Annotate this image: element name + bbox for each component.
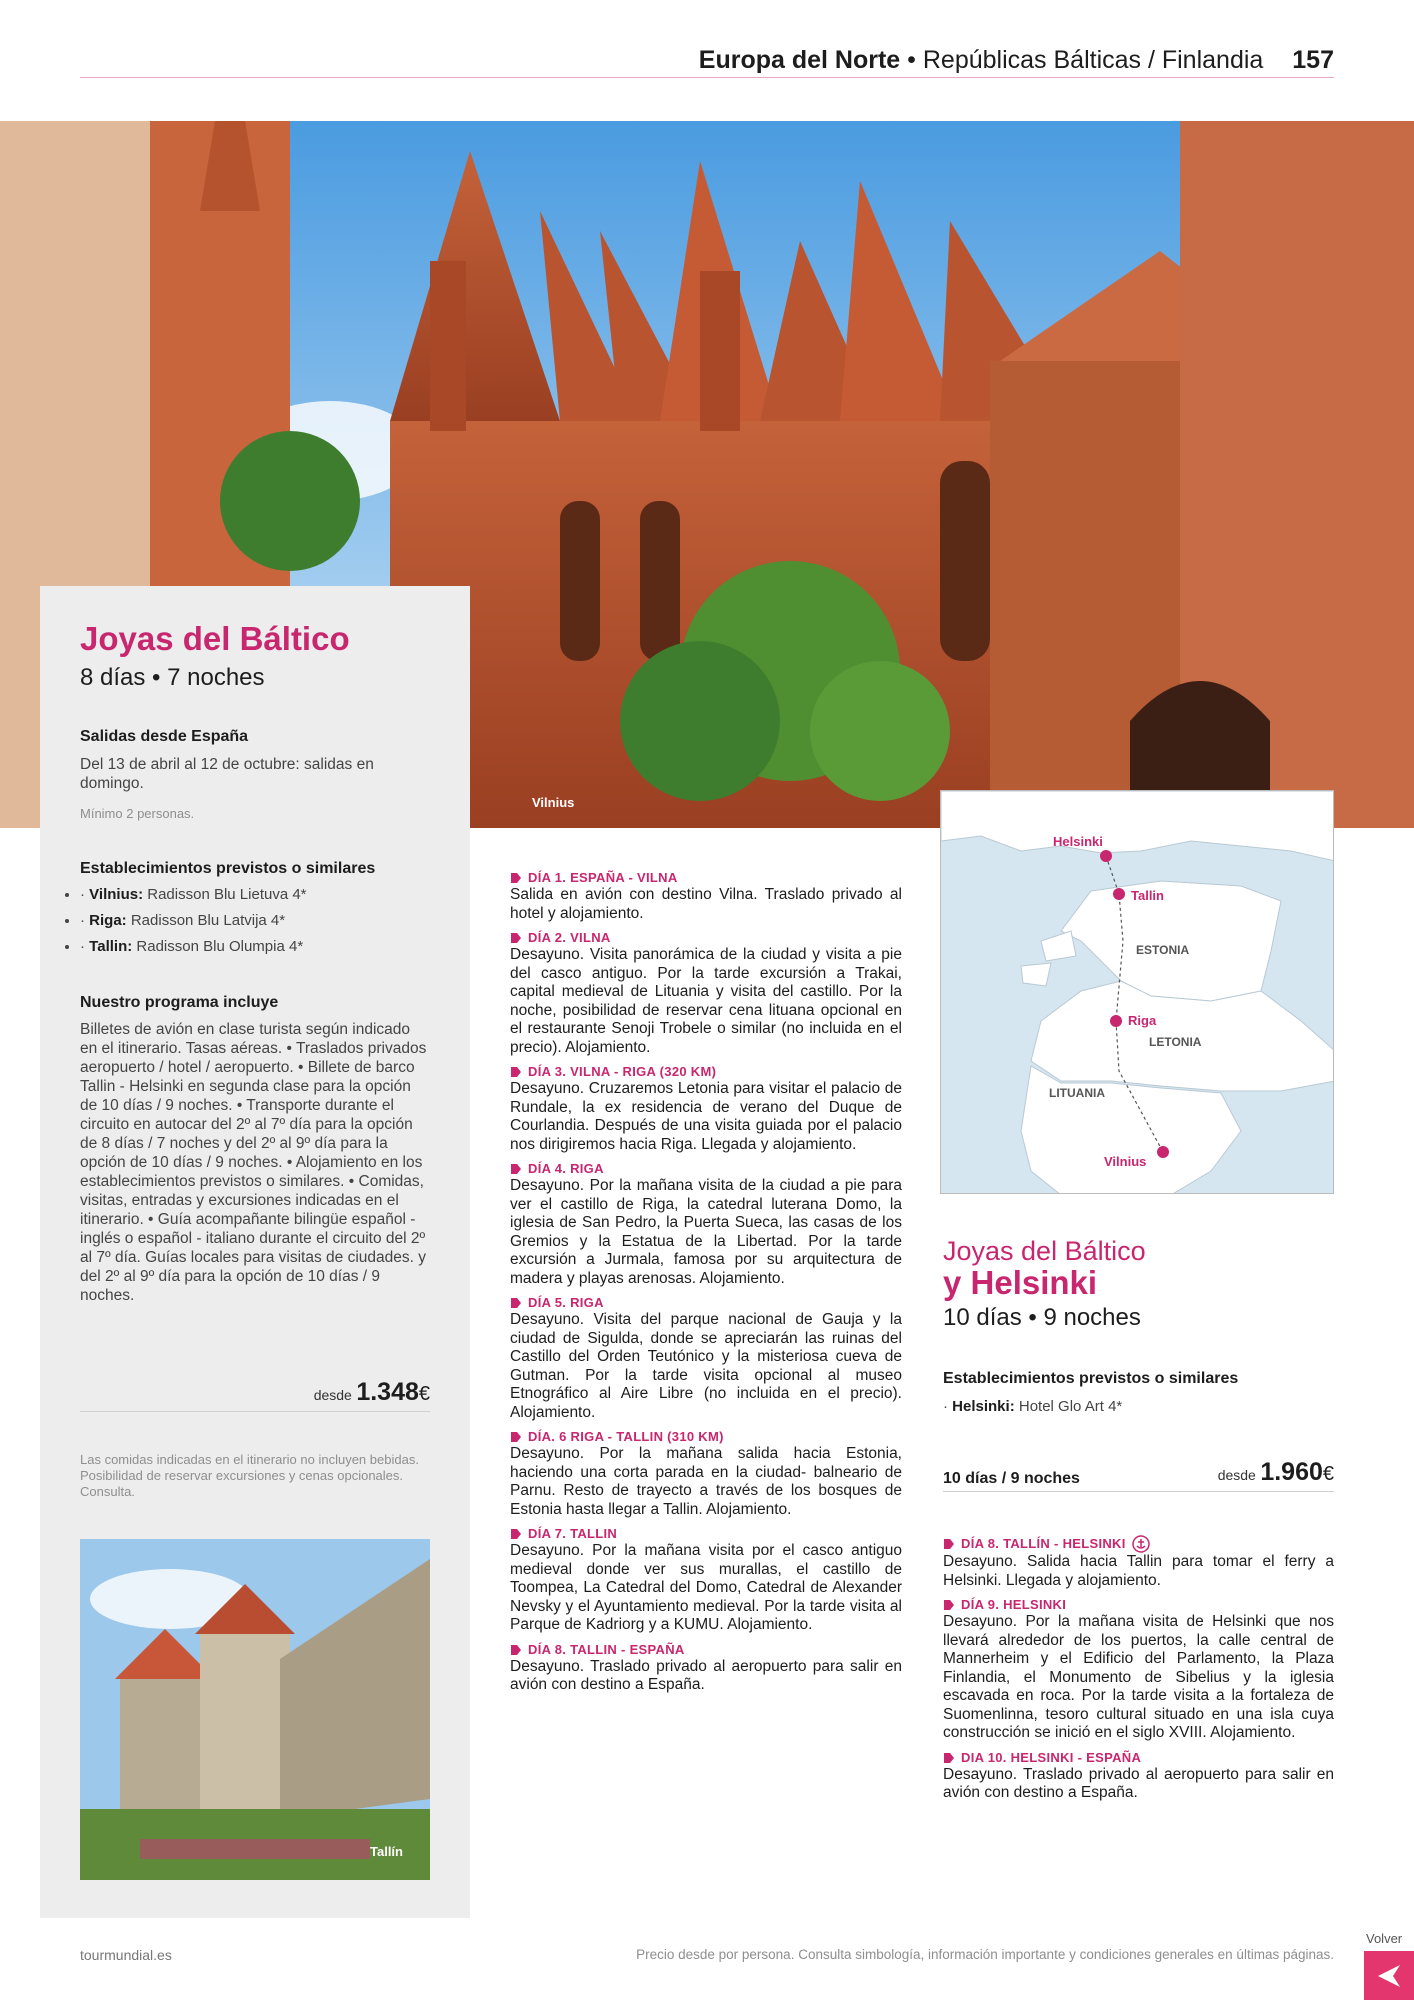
day-text: Desayuno. Cruzaremos Letonia para visitar el palacio de Rundale, la ex residencia de verano del Duque de Courlandia. Después de una visita guiada por el palacio nos dirigiremos hacia Riga. Llegada y alojamiento. <box>510 1080 902 1153</box>
min-persons: Mínimo 2 personas. <box>80 806 195 821</box>
page-header <box>699 46 1334 75</box>
website-link[interactable]: tourmundial.es <box>80 1947 172 1963</box>
itinerary-day <box>943 1535 1334 1590</box>
hotel-list <box>80 882 430 960</box>
day-text: Desayuno. Por la mañana visita por el casco antiguo medieval donde ver sus murallas, el castillo de Toompea, La Catedral del Domo, Catedral de Alexander Nevsky y el Ayuntamiento medieval. Por la tarde visita al Parque de Kadriorg y a KUMU. Alojamiento. <box>510 1542 902 1633</box>
map-pin-vilnius <box>1157 1146 1169 1158</box>
bullet-icon <box>943 1538 955 1550</box>
trip2-hotels-heading: Establecimientos previstos o similares <box>943 1370 1239 1387</box>
bullet-icon <box>943 1752 955 1764</box>
day-title: DÍA 8. TALLIN - ESPAÑA <box>528 1641 685 1657</box>
day-text: Desayuno. Visita panorámica de la ciudad y visita a pie del casco antiguo. Por la tarde excursión a Trakai, capital medieval de Lituania y visita del castillo. Por la noche, posibilidad de reservar cena lituana opcional en el restaurante Senoji Trobele o similar (no incluida en el precio). Alojamiento. <box>510 946 902 1056</box>
itinerary-day <box>510 930 902 1057</box>
price-from-label: desde <box>1217 1467 1256 1483</box>
bullet-icon <box>510 932 522 944</box>
map-label-letonia: LETONIA <box>1149 1035 1202 1049</box>
section-title: Europa del Norte <box>698 46 901 74</box>
list-item: • · Vilnius: Radisson Blu Lietuva 4* <box>80 882 430 908</box>
price-value: 1.348 <box>356 1378 419 1406</box>
price-value: 1.960 <box>1260 1458 1323 1486</box>
map-pin-helsinki <box>1100 850 1112 862</box>
day-title: DÍA 8. TALLÍN - HELSINKI <box>961 1536 1126 1551</box>
page-number: 157 <box>1292 46 1334 74</box>
back-label: Volver <box>1366 1931 1403 1946</box>
day-title: DÍA 9. HELSINKI <box>961 1597 1067 1612</box>
trip2-duration-label: 10 días / 9 noches <box>943 1470 1080 1487</box>
tallin-caption: Tallín <box>370 1844 403 1859</box>
hotels-heading: Establecimientos previstos o similares <box>80 860 376 877</box>
price-currency: € <box>1322 1463 1334 1485</box>
day-text: Desayuno. Salida hacia Tallin para tomar el ferry a Helsinki. Llegada y alojamiento. <box>943 1553 1334 1589</box>
trip2-itinerary <box>943 1535 1334 1810</box>
itinerary-day <box>943 1750 1334 1803</box>
hotel-name: Hotel Glo Art 4* <box>1018 1398 1123 1415</box>
trip-duration: 8 días • 7 noches <box>80 664 265 691</box>
day-title: DÍA 4. RIGA <box>528 1161 604 1176</box>
subsection-title: Repúblicas Bálticas / Finlandia <box>922 46 1264 74</box>
route-map <box>940 790 1334 1194</box>
map-pin-tallin <box>1113 888 1125 900</box>
trip2-title-line2: y Helsinki <box>943 1264 1098 1301</box>
itinerary-day <box>510 1429 902 1519</box>
day-title: DÍA 5. RIGA <box>528 1295 604 1310</box>
bullet-icon <box>510 1163 522 1175</box>
bullet-icon <box>510 1528 522 1540</box>
program-heading: Nuestro programa incluye <box>80 994 279 1011</box>
map-illustration <box>941 791 1334 1194</box>
price-from-label: desde <box>313 1387 352 1403</box>
itinerary <box>510 870 902 1702</box>
itinerary-day <box>510 870 902 923</box>
departures-heading: Salidas desde España <box>80 728 249 745</box>
day-text: Desayuno. Traslado privado al aeropuerto para salir en avión con destino a España. <box>943 1765 1334 1801</box>
bullet-icon <box>943 1599 955 1611</box>
itinerary-day <box>510 1161 902 1288</box>
price-row <box>80 1378 430 1412</box>
itinerary-day <box>943 1597 1334 1743</box>
day-text: Desayuno. Por la mañana visita de la ciudad a pie para ver el castillo de Riga, la catedral luterana Domo, la iglesia de San Pedro, la Puerta Sueca, las casas de los Gremios y la Estatua de la Libertad. Por la tarde excursión a Jurmala, famosa por su arquitectura de madera y playas arenosas. Alojamiento. <box>510 1177 902 1287</box>
trip2-price-row <box>943 1458 1334 1492</box>
tallin-photo <box>80 1539 430 1880</box>
map-label-helsinki: Helsinki <box>1053 834 1103 849</box>
back-arrow-icon <box>1376 1963 1402 1989</box>
itinerary-day <box>510 1642 902 1695</box>
trip2-title-line1: Joyas del Báltico <box>943 1236 1146 1266</box>
bullet-icon <box>510 1066 522 1078</box>
day-title: DIA 10. HELSINKI - ESPAÑA <box>961 1749 1142 1765</box>
day-text: Desayuno. Visita del parque nacional de Gauja y la ciudad de Sigulda, donde se apreciarán las ruinas del Castillo del Orden Teutónico y la misteriosa cueva de Gutman. Por la tarde visita opcional al museo Etnográfico al Aire Libre (no incluida en el precio). Alojamiento. <box>510 1311 902 1421</box>
price-currency: € <box>418 1383 430 1405</box>
program-text: Billetes de avión en clase turista según indicado en el itinerario. Tasas aéreas. • Traslados privados aeropuerto / hotel / aeropuerto. • Billete de barco Tallin - Helsinki en segunda clase para la opción de 10 días / 9 noches. • Transporte durante el circuito en autocar del 2º al 7º día para la opción de 8 días / 7 noches y del 2º al 9º día para la opción de 10 días / 9 noches. • Alojamiento en los establecimientos previstos o similares. • Comidas, visitas, entradas y excursiones indicadas en el itinerario. • Guía acompañante bilingüe español - inglés o español - italiano durante el circuito del 2º al 7º día. Guías locales para visitas de ciudades. y del 2º al 9º día para la opción de 10 días / 9 noches. <box>80 1021 427 1304</box>
disclaimer: Precio desde por persona. Consulta simbología, información importante y condiciones generales en últimas páginas. <box>636 1947 1334 1962</box>
bullet-icon <box>510 1297 522 1309</box>
day-title: DÍA 7. TALLIN <box>528 1526 618 1541</box>
map-label-riga: Riga <box>1128 1013 1157 1028</box>
trip-title: Joyas del Báltico <box>80 620 350 657</box>
bullet-icon <box>510 1431 522 1443</box>
hero-caption: Vilnius <box>532 795 575 810</box>
bullet-icon <box>510 872 522 884</box>
day-title: DÍA 3. VILNA - RIGA (320 KM) <box>528 1064 717 1079</box>
day-title: DÍA. 6 RIGA - TALLIN (310 KM) <box>528 1429 724 1444</box>
map-label-estonia: ESTONIA <box>1136 943 1190 957</box>
itinerary-day <box>510 1295 902 1422</box>
ship-icon <box>1132 1535 1150 1553</box>
day-text: Salida en avión con destino Vilna. Traslado privado al hotel y alojamiento. <box>510 886 902 922</box>
list-item: • · Riga: Radisson Blu Latvija 4* <box>80 908 430 934</box>
day-text: Desayuno. Por la mañana salida hacia Estonia, haciendo una corta parada en la ciudad- balneario de Parnu. Resto de trayecto a través de los bosques de Estonia hasta llegar a Tallin. Alojamiento. <box>510 1445 902 1518</box>
day-text: Desayuno. Por la mañana visita de Helsinki que nos llevará alrededor de los puertos, la calle central de Mannerheim y el Edificio del Parlamento, la Plaza Finlandia, el Monumento de Sibelius y la iglesia escavada en roca. Por la tarde visita a la fortaleza de Suomenlinna, tesoro cultural situado en una isla cuya construcción se inició en el siglo XVIII. Alojamiento. <box>943 1613 1334 1741</box>
itinerary-day <box>510 1526 902 1635</box>
map-label-tallin: Tallin <box>1131 888 1164 903</box>
map-label-lituania: LITUANIA <box>1049 1086 1105 1100</box>
hotel-city: Helsinki: <box>952 1398 1015 1415</box>
list-item: • · Tallin: Radisson Blu Olumpia 4* <box>80 934 430 960</box>
map-pin-riga <box>1110 1015 1122 1027</box>
map-label-vilnius: Vilnius <box>1104 1154 1147 1169</box>
day-title: DÍA 2. VILNA <box>528 930 611 945</box>
trip2-duration: 10 días • 9 noches <box>943 1304 1141 1331</box>
header-divider <box>80 77 1334 78</box>
back-button[interactable] <box>1364 1951 1414 2000</box>
meals-note: Las comidas indicadas en el itinerario no incluyen bebidas. Posibilidad de reservar excursiones y cenas opcionales. Consulta. <box>80 1452 419 1499</box>
day-title: DÍA 1. ESPAÑA - VILNA <box>528 870 678 885</box>
day-text: Desayuno. Traslado privado al aeropuerto para salir en avión con destino a España. <box>510 1657 902 1693</box>
itinerary-day <box>510 1064 902 1154</box>
tallin-illustration <box>80 1539 430 1880</box>
trip2-hotel-list: · Helsinki: Hotel Glo Art 4* <box>943 1398 1123 1415</box>
header-separator: • <box>907 46 916 74</box>
departures-text: Del 13 de abril al 12 de octubre: salidas en domingo. <box>80 756 374 792</box>
bullet-icon <box>510 1644 522 1656</box>
